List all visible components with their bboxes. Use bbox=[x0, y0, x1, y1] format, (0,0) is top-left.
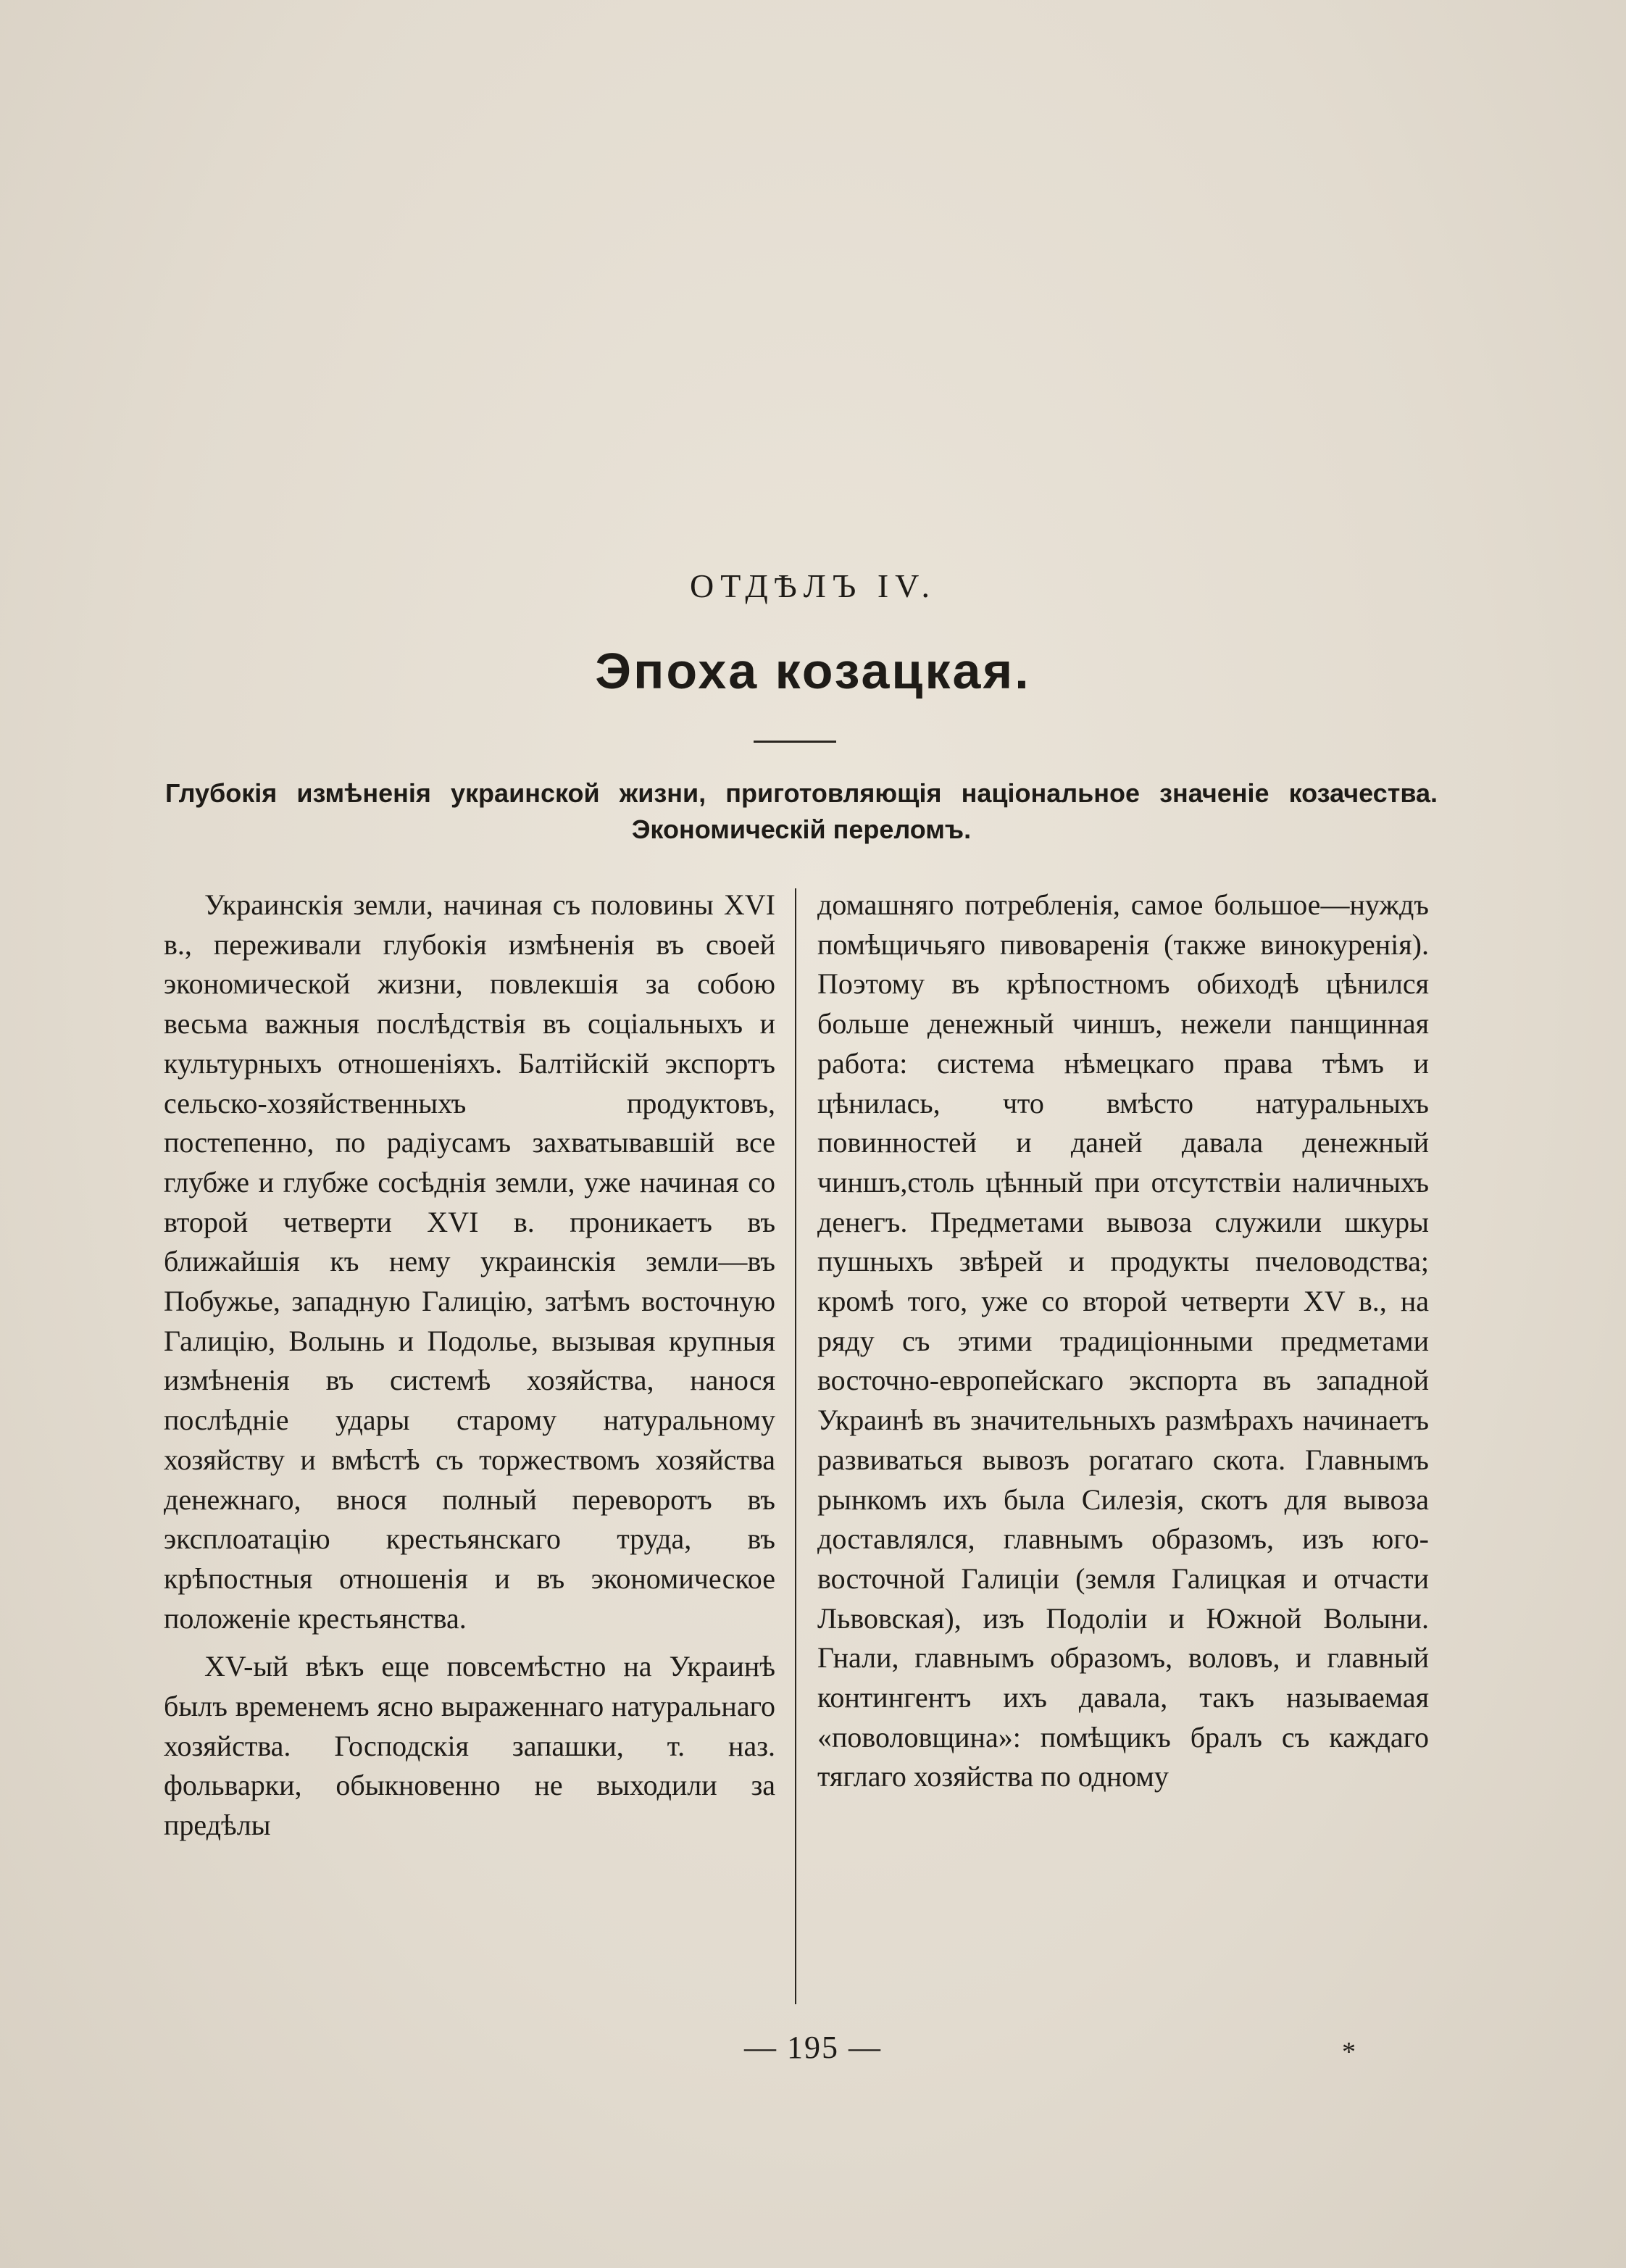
left-paragraph-1: Украинскія земли, начиная съ половины XVI в., переживали глубокія измѣненія въ своей экономической жизни, повлекшія за собою весьма важныя послѣдствія въ соціальныхъ и культурныхъ отношеніяхъ. Балтійскій экспортъ сельско-хозяйственныхъ продуктовъ, постепенно, по радіусамъ захватывавшій все глубже и глубже сосѣднія земли, уже начиная со второй четверти XVI в. проникаетъ въ ближайшія къ нему украинскія земли—въ Побужье, западную Галицію, затѣмъ восточную Галицію, Волынь и Подолье, вызывая крупныя измѣненія въ системѣ хозяйства, нанося послѣдніе удары старому натуральному хозяйству и вмѣстѣ съ торжествомъ хозяйства денежнаго, внося полный переворотъ въ эксплоатацію крестьянскаго труда, въ крѣпостныя отношенія и въ экономическое положеніе крестьянства. bbox=[164, 888, 775, 1635]
right-paragraph-1: домашняго потребленія, самое большое—нуждъ помѣщичьяго пивоваренія (также винокуренія). Поэтому въ крѣпостномъ обиходѣ цѣнился больше денежный чиншъ, нежели панщинная работа: система нѣмецкаго права тѣмъ и цѣнилась, что вмѣсто натуральныхъ повинностей и даней давала денежный чиншъ,столь цѣнный при отсутствіи наличныхъ денегъ. Предметами вывоза служили шкуры пушныхъ звѣрей и продукты пчеловодства; кромѣ того, уже со второй четверти XV в., на ряду съ этими традиціонными предметами восточно-европейскаго экспорта въ западной Украинѣ въ значительныхъ размѣрахъ начинаетъ развиваться вывозъ рогатаго скота. Главнымъ рынкомъ ихъ была Силезія, скотъ для вывоза доставлялся, главнымъ образомъ, изъ юго-восточной Галиціи (земля Галицкая и отчасти Львовская), изъ Подолiи и Южной Волыни. Гнали, главнымъ образомъ, воловъ, и главный контингентъ ихъ давала, такъ называемая «поволовщина»: помѣщикъ бралъ съ каждаго тяглаго хозяйства по одному bbox=[817, 888, 1429, 1793]
chapter-subtitle: Глубокія измѣненія украинской жизни, приготовляющія національное значеніе козачества. Экономическій переломъ. bbox=[165, 778, 1438, 844]
left-paragraph-2: XV-ый вѣкъ еще повсемѣстно на Украинѣ былъ временемъ ясно выраженнаго натуральнаго хозяйства. Господскія запашки, т. наз. фольварки, обыкновенно не выходили за предѣлы bbox=[164, 1650, 775, 1842]
left-column bbox=[164, 885, 775, 1846]
right-column bbox=[817, 885, 1429, 1797]
section-label: ОТДѢЛЪ IV. bbox=[690, 567, 936, 604]
title-rule bbox=[754, 741, 836, 743]
chapter-title: Эпоха козацкая. bbox=[595, 643, 1031, 699]
signature-mark: * bbox=[1342, 2037, 1356, 2067]
column-divider bbox=[795, 888, 796, 2004]
page-number: — 195 — bbox=[744, 2030, 882, 2065]
